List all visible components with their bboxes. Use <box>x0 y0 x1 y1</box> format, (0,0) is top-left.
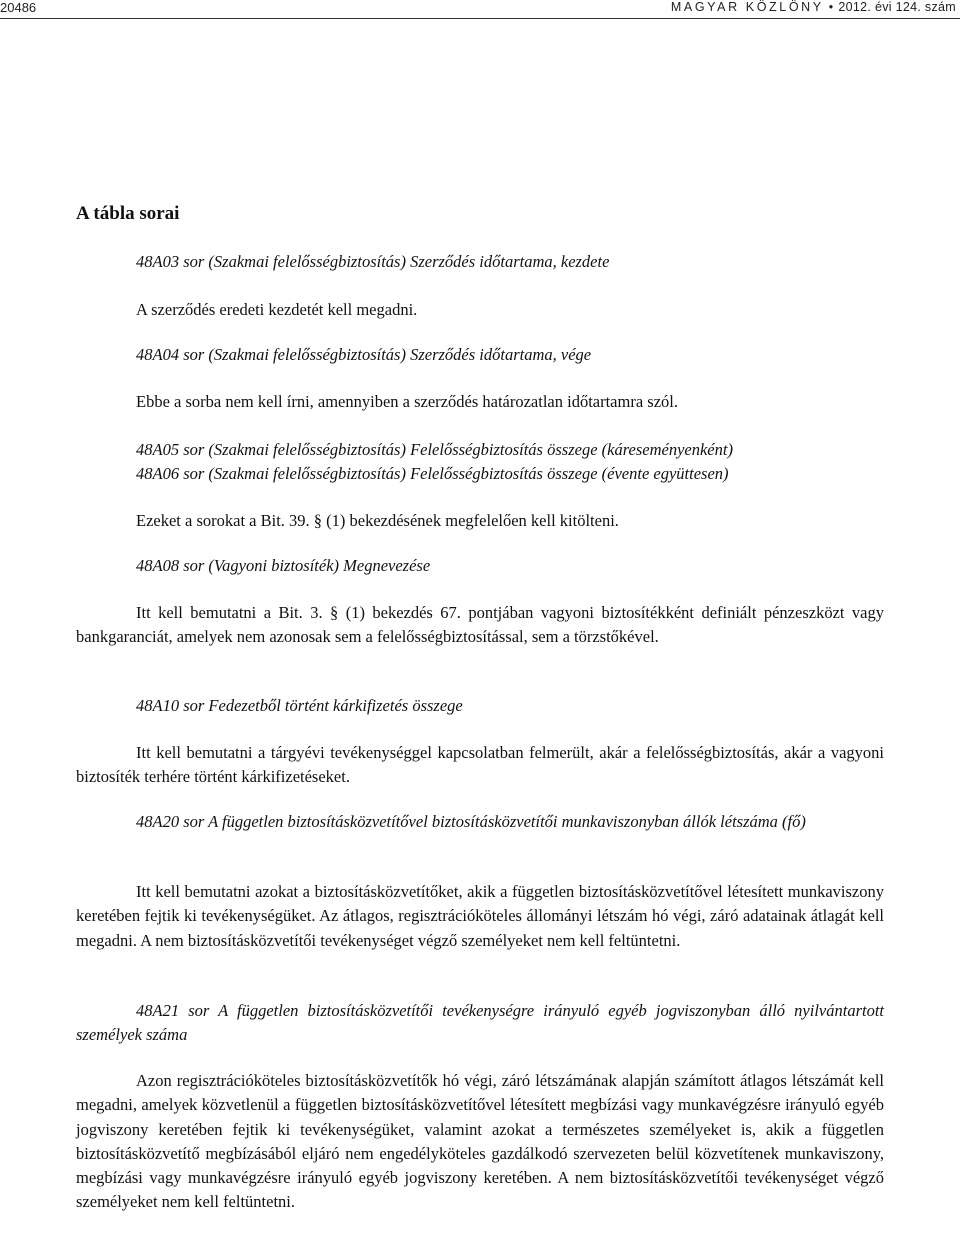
paragraph-48a03-body: A szerződés eredeti kezdetét kell megadni. <box>136 300 418 319</box>
journal-name: MAGYAR KÖZLÖNY <box>670 0 824 14</box>
row-title-48a04: 48A04 sor (Szakmai felelősségbiztosítás) Szerződés időtartama, vége <box>136 345 592 364</box>
row-title-48a05: 48A05 sor (Szakmai felelősségbiztosítás) Felelősségbiztosítás összege (káreseményenként) <box>136 440 733 459</box>
row-title-48a03: 48A03 sor (Szakmai felelősségbiztosítás) Szerződés időtartama, kezdete <box>136 252 610 271</box>
paragraph-48a21-body: Azon regisztrációköteles biztosításközvetítők hó végi, záró létszámának alapján számított átlagos létszámát kell megadni, amelyek közvetlenül a független biztosításközvetítővel létesített megbízási vagy munkavégzésre irányuló egyéb jogviszony keretében fejtik ki tevékenységüket, valamint azokat a természetes személyeket is, akik a független biztosításközvetítő megbízásából eljáró nem engedélyköteles gazdálkodó szervezeten belül közvetítenek munkaviszony, megbízási vagy munkavégzésre irányuló egyéb jogviszony keretében. A nem biztosításközvetítői tevékenységet végző személyeket nem kell feltüntetni. <box>76 1071 884 1212</box>
row-title-48a21: 48A21 sor A független biztosításközvetítői tevékenységre irányuló egyéb jogviszonyban álló nyilvántartott személyek száma <box>76 1001 884 1045</box>
row-title-48a06: 48A06 sor (Szakmai felelősségbiztosítás) Felelősségbiztosítás összege (évente együttesen) <box>136 464 729 483</box>
journal-title <box>671 0 956 14</box>
bullet-separator: • <box>828 0 834 14</box>
row-title-48a20: 48A20 sor A független biztosításközvetítővel biztosításközvetítői munkaviszonyban állók létszáma (fő) <box>136 812 806 831</box>
issue-label: 2012. évi 124. szám <box>838 0 956 14</box>
page-number: 20486 <box>0 0 37 15</box>
paragraph-48a04-body: Ebbe a sorba nem kell írni, amennyiben a szerződés határozatlan időtartamra szól. <box>136 392 678 411</box>
section-heading: A tábla sorai <box>76 203 180 224</box>
paragraph-48a10-body: Itt kell bemutatni a tárgyévi tevékenységgel kapcsolatban felmerült, akár a felelősségbiztosítás, akár a vagyoni biztosíték terhére történt kárkifizetéseket. <box>76 743 884 787</box>
page-header <box>0 0 960 20</box>
paragraph-48a08-body: Itt kell bemutatni a Bit. 3. § (1) bekezdés 67. pontjában vagyoni biztosítékként definiált pénzeszközt vagy bankgaranciát, amelyek nem azonosak sem a felelősségbiztosítással, sem a törzstőkével. <box>76 603 884 647</box>
paragraph-48a05-06-body: Ezeket a sorokat a Bit. 39. § (1) bekezdésének megfelelően kell kitölteni. <box>136 511 619 530</box>
header-rule <box>0 18 960 19</box>
paragraph-48a20-body: Itt kell bemutatni azokat a biztosításközvetítőket, akik a független biztosításközvetítővel létesített munkaviszony keretében fejtik ki tevékenységüket. Az átlagos, regisztrációköteles állományi létszám hó végi, záró adatainak átlagát kell megadni. A nem biztosításközvetítői tevékenységet végző személyeket nem kell feltüntetni. <box>76 882 884 950</box>
row-title-48a08: 48A08 sor (Vagyoni biztosíték) Megnevezése <box>136 556 431 575</box>
row-title-48a10: 48A10 sor Fedezetből történt kárkifizetés összege <box>136 696 463 715</box>
